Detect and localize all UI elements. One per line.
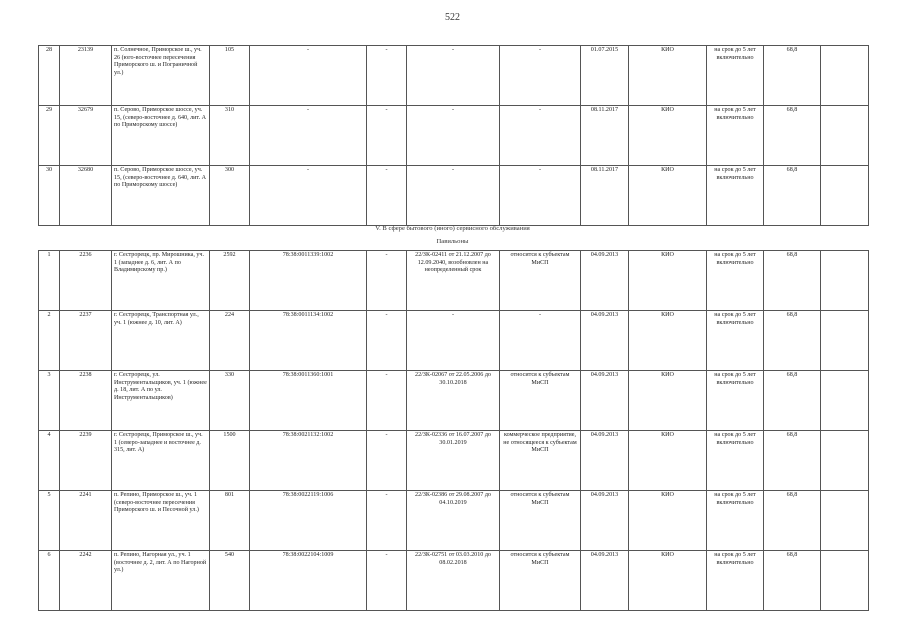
cell-empty-cell xyxy=(821,251,869,311)
cell-area: 224 xyxy=(210,311,250,371)
cell-authority: КИО xyxy=(629,551,707,611)
cell-address: г. Сестрорецк, ул. Инструментальщиков, уч. 1 (южнее д. 18, лит. А по ул. Инструментальщиков) xyxy=(112,371,210,431)
cell-subject-status: - xyxy=(500,166,581,226)
cell-authority: КИО xyxy=(629,431,707,491)
cell-cadastral-number: - xyxy=(250,106,367,166)
cell-object-id: 32680 xyxy=(60,166,112,226)
cell-term: на срок до 5 лет включительно xyxy=(707,491,764,551)
table-row xyxy=(39,491,869,551)
cell-cadastral-number: 78:38:0021132:1002 xyxy=(250,431,367,491)
cell-subject-status: - xyxy=(500,106,581,166)
cell-rate: 68,8 xyxy=(764,551,821,611)
cell-address: п. Репино, Приморское ш., уч. 1 (северо-восточнее пересечения Приморского ш. и Песочной ул.) xyxy=(112,491,210,551)
cell-empty-cell xyxy=(821,106,869,166)
cell-row-number: 28 xyxy=(39,46,60,106)
cell-row-number: 1 xyxy=(39,251,60,311)
table-row xyxy=(39,431,869,491)
cell-address: п. Солнечное, Приморское ш., уч. 26 (юго-восточнее пересечения Приморского ш. и Пограничной ул.) xyxy=(112,46,210,106)
cell-inclusion-date: 04.09.2013 xyxy=(581,551,629,611)
cell-object-id: 23139 xyxy=(60,46,112,106)
cell-inclusion-date: 08.11.2017 xyxy=(581,106,629,166)
cell-term: на срок до 5 лет включительно xyxy=(707,371,764,431)
cell-object-id: 2236 xyxy=(60,251,112,311)
cell-empty-cell xyxy=(821,46,869,106)
cell-cadastral-number: 78:38:0011339:1002 xyxy=(250,251,367,311)
cell-area: 300 xyxy=(210,166,250,226)
cell-extra-field: - xyxy=(367,311,407,371)
cell-extra-field: - xyxy=(367,166,407,226)
cell-object-id: 2237 xyxy=(60,311,112,371)
cell-extra-field: - xyxy=(367,371,407,431)
cell-empty-cell xyxy=(821,311,869,371)
table-row xyxy=(39,371,869,431)
cell-inclusion-date: 04.09.2013 xyxy=(581,491,629,551)
cell-term: на срок до 5 лет включительно xyxy=(707,551,764,611)
cell-contract: 22/ЗК-02411 от 21.12.2007 до 12.09.2040, возобновлен на неопределенный срок xyxy=(407,251,500,311)
cell-cadastral-number: 78:38:0022119:1006 xyxy=(250,491,367,551)
cell-rate: 68,8 xyxy=(764,251,821,311)
cell-area: 1500 xyxy=(210,431,250,491)
cell-area: 330 xyxy=(210,371,250,431)
table-row xyxy=(39,166,869,226)
table-row xyxy=(39,46,869,106)
cell-object-id: 32679 xyxy=(60,106,112,166)
cell-subject-status: относится к субъектам МиСП xyxy=(500,551,581,611)
cell-address: г. Сестрорецк, пр. Мирошника, уч. 1 (западнее д. 6, лит. А по Владимирскому пр.) xyxy=(112,251,210,311)
cell-contract: 22/ЗК-02386 от 29.08.2007 до 04.10.2019 xyxy=(407,491,500,551)
cell-area: 105 xyxy=(210,46,250,106)
cell-area: 310 xyxy=(210,106,250,166)
cell-contract: 22/ЗК-02751 от 03.03.2010 до 08.02.2018 xyxy=(407,551,500,611)
page-number: 522 xyxy=(445,12,460,23)
cell-empty-cell xyxy=(821,166,869,226)
cell-inclusion-date: 04.09.2013 xyxy=(581,311,629,371)
cell-object-id: 2239 xyxy=(60,431,112,491)
cell-extra-field: - xyxy=(367,251,407,311)
cell-area: 801 xyxy=(210,491,250,551)
cell-inclusion-date: 08.11.2017 xyxy=(581,166,629,226)
cell-address: п. Репино, Нагорная ул., уч. 1 (восточнее д. 2, лит. А по Нагорной ул.) xyxy=(112,551,210,611)
cell-contract: - xyxy=(407,46,500,106)
cell-authority: КИО xyxy=(629,491,707,551)
cell-extra-field: - xyxy=(367,551,407,611)
cell-subject-status: относится к субъектам МиСП xyxy=(500,491,581,551)
cell-row-number: 30 xyxy=(39,166,60,226)
cell-address: г. Сестрорецк, Транспортная ул., уч. 1 (южнее д. 10, лит. А) xyxy=(112,311,210,371)
cell-term: на срок до 5 лет включительно xyxy=(707,251,764,311)
cell-inclusion-date: 04.09.2013 xyxy=(581,371,629,431)
cell-rate: 68,8 xyxy=(764,431,821,491)
cell-term: на срок до 5 лет включительно xyxy=(707,106,764,166)
cell-term: на срок до 5 лет включительно xyxy=(707,166,764,226)
cell-subject-status: - xyxy=(500,46,581,106)
cell-cadastral-number: 78:38:0022104:1009 xyxy=(250,551,367,611)
registry-table-bottom xyxy=(38,250,869,611)
cell-authority: КИО xyxy=(629,371,707,431)
cell-row-number: 2 xyxy=(39,311,60,371)
table-row xyxy=(39,311,869,371)
cell-rate: 68,8 xyxy=(764,106,821,166)
registry-table-top xyxy=(38,45,869,226)
cell-empty-cell xyxy=(821,371,869,431)
cell-address: п. Серово, Приморское шоссе, уч. 15, (северо-восточнее д. 640, лит. А по Приморскому шоссе) xyxy=(112,106,210,166)
cell-row-number: 5 xyxy=(39,491,60,551)
cell-contract: - xyxy=(407,311,500,371)
cell-cadastral-number: 78:38:0011134:1002 xyxy=(250,311,367,371)
cell-cadastral-number: 78:38:0011360:1001 xyxy=(250,371,367,431)
cell-subject-status: относится к субъектам МиСП xyxy=(500,251,581,311)
cell-authority: КИО xyxy=(629,166,707,226)
cell-inclusion-date: 04.09.2013 xyxy=(581,431,629,491)
cell-empty-cell xyxy=(821,491,869,551)
section-title: V. В сфере бытового (иного) сервисного обслуживания xyxy=(375,225,530,232)
cell-address: г. Сестрорецк, Приморское ш., уч. 1 (северо-западнее и восточнее д. 315, лит. А) xyxy=(112,431,210,491)
cell-empty-cell xyxy=(821,551,869,611)
cell-term: на срок до 5 лет включительно xyxy=(707,431,764,491)
cell-row-number: 3 xyxy=(39,371,60,431)
cell-area: 540 xyxy=(210,551,250,611)
cell-rate: 68,8 xyxy=(764,166,821,226)
cell-authority: КИО xyxy=(629,106,707,166)
cell-contract: - xyxy=(407,166,500,226)
cell-row-number: 6 xyxy=(39,551,60,611)
cell-term: на срок до 5 лет включительно xyxy=(707,46,764,106)
cell-authority: КИО xyxy=(629,46,707,106)
cell-contract: - xyxy=(407,106,500,166)
table-row xyxy=(39,251,869,311)
cell-rate: 68,8 xyxy=(764,371,821,431)
cell-cadastral-number: - xyxy=(250,46,367,106)
cell-rate: 68,8 xyxy=(764,491,821,551)
cell-contract: 22/ЗК-02067 от 22.05.2006 до 30.10.2018 xyxy=(407,371,500,431)
cell-object-id: 2242 xyxy=(60,551,112,611)
cell-subject-status: коммерческое предприятие, не относящееся к субъектам МиСП xyxy=(500,431,581,491)
cell-contract: 22/ЗК-02336 от 16.07.2007 до 30.01.2019 xyxy=(407,431,500,491)
table-row xyxy=(39,551,869,611)
cell-extra-field: - xyxy=(367,431,407,491)
cell-rate: 68,8 xyxy=(764,46,821,106)
cell-object-id: 2238 xyxy=(60,371,112,431)
cell-extra-field: - xyxy=(367,106,407,166)
section-subtitle: Павильоны xyxy=(436,238,469,245)
cell-extra-field: - xyxy=(367,46,407,106)
cell-subject-status: - xyxy=(500,311,581,371)
cell-cadastral-number: - xyxy=(250,166,367,226)
table-row xyxy=(39,106,869,166)
cell-area: 2592 xyxy=(210,251,250,311)
cell-inclusion-date: 01.07.2015 xyxy=(581,46,629,106)
cell-row-number: 4 xyxy=(39,431,60,491)
cell-object-id: 2241 xyxy=(60,491,112,551)
cell-authority: КИО xyxy=(629,251,707,311)
cell-term: на срок до 5 лет включительно xyxy=(707,311,764,371)
cell-extra-field: - xyxy=(367,491,407,551)
cell-empty-cell xyxy=(821,431,869,491)
cell-address: п. Серово, Приморское шоссе, уч. 15, (северо-восточнее д. 640, лит. А по Приморскому шоссе) xyxy=(112,166,210,226)
cell-inclusion-date: 04.09.2013 xyxy=(581,251,629,311)
cell-authority: КИО xyxy=(629,311,707,371)
cell-subject-status: относится к субъектам МиСП xyxy=(500,371,581,431)
cell-row-number: 29 xyxy=(39,106,60,166)
cell-rate: 68,8 xyxy=(764,311,821,371)
